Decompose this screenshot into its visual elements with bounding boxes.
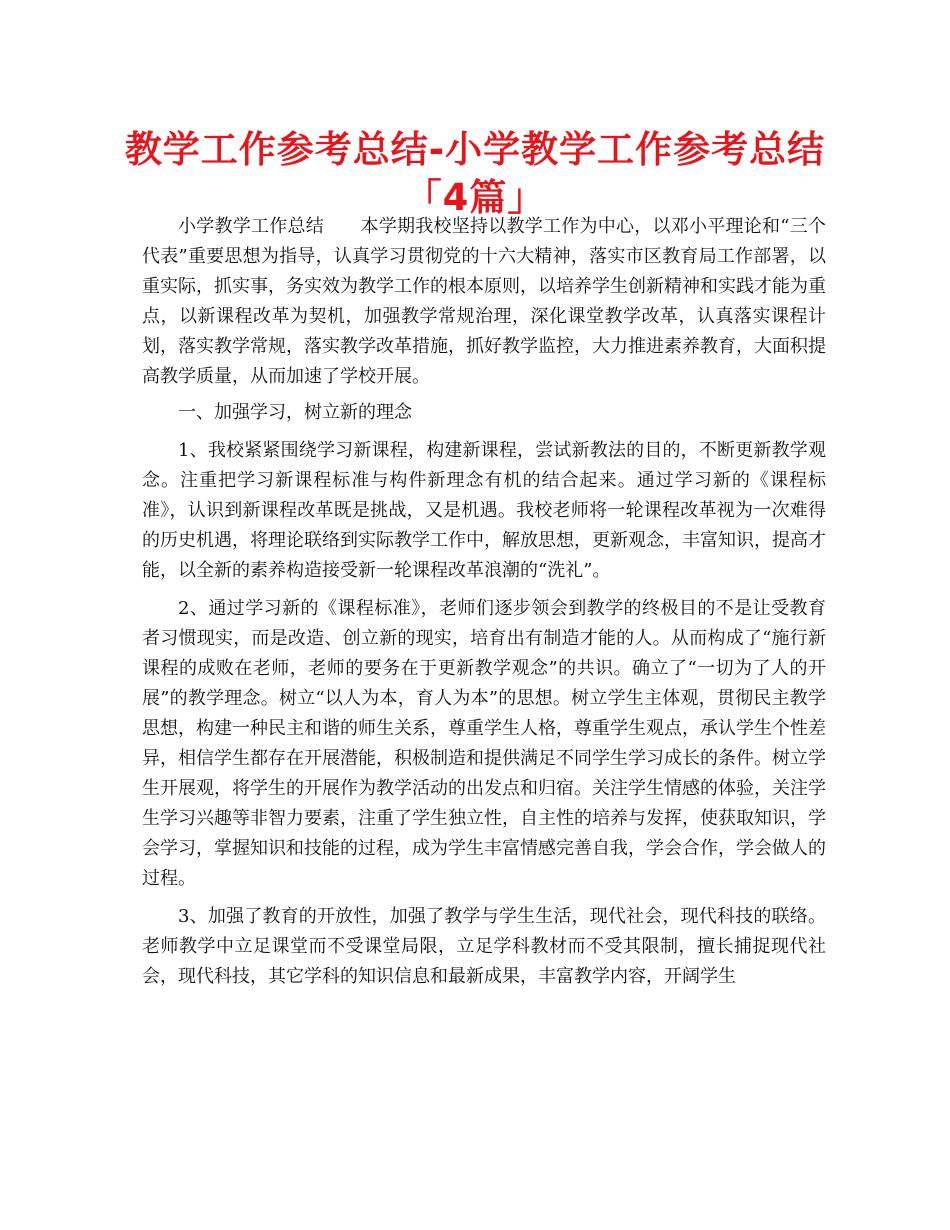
paragraph-item-1: 1、我校紧紧围绕学习新课程，构建新课程，尝试新教法的目的，不断更新教学观念。注重把学习新课程标准与构件新理念有机的结合起来。通过学习新的《课程标准》，认识到新课程改革既是挑战，又是机遇。我校老师将一轮课程改革视为一次难得的历史机遇，将理论联络到实际教学工作中，解放思想，更新观念，丰富知识，提高才能，以全新的素养构造接受新一轮课程改革浪潮的“洗礼”。 (142, 440, 826, 581)
paragraph-item-2: 2、通过学习新的《课程标准》，老师们逐步领会到教学的终极目的不是让受教育者习惯现实，而是改造、创立新的现实，培育出有制造才能的人。从而构成了“施行新课程的成败在老师，老师的要务在于更新教学观念”的共识。确立了“一切为了人的开展”的教学理念。树立“以人为本，育人为本”的思想。树立学生主体观，贯彻民主教学思想，构建一种民主和谐的师生关系，尊重学生人格，尊重学生观点，承认学生个性差异，相信学生都存在开展潜能，积极制造和提供满足不同学生学习成长的条件。树立学生开展观，将学生的开展作为教学活动的出发点和归宿。关注学生情感的体验，关注学生学习兴趣等非智力要素，注重了学生独立性，自主性的培养与发挥，使获取知识，学会学习，掌握知识和技能的过程，成为学生丰富情感完善自我，学会合作，学会做人的过程。 (142, 598, 826, 889)
intro-paragraph: 小学教学工作总结 本学期我校坚持以教学工作为中心，以邓小平理论和“三个代表”重要思想为指导，认真学习贯彻党的十六大精神，落实市区教育局工作部署，以重实际，抓实事，务实效为教学工作的根本原则，以培养学生创新精神和实践才能为重点，以新课程改革为契机，加强教学常规治理，深化课堂教学改革，认真落实课程计划，落实教学常规，落实教学改革措施，抓好教学监控，大力推进素养教育，大面积提高教学质量，从而加速了学校开展。 (142, 216, 826, 387)
section-heading: 一、加强学习，树立新的理念 (178, 402, 412, 423)
document-title: 教学工作参考总结-小学教学工作参考总结「4篇」 (124, 128, 826, 219)
paragraph-item-3: 3、加强了教育的开放性，加强了教学与学生生活，现代社会，现代科技的联络。老师教学中立足课堂而不受课堂局限，立足学科教材而不受其限制，擅长捕捉现代社会，现代科技，其它学科的知识信息和最新成果，丰富教学内容，开阔学生 (142, 906, 826, 987)
document-body (142, 212, 826, 1000)
